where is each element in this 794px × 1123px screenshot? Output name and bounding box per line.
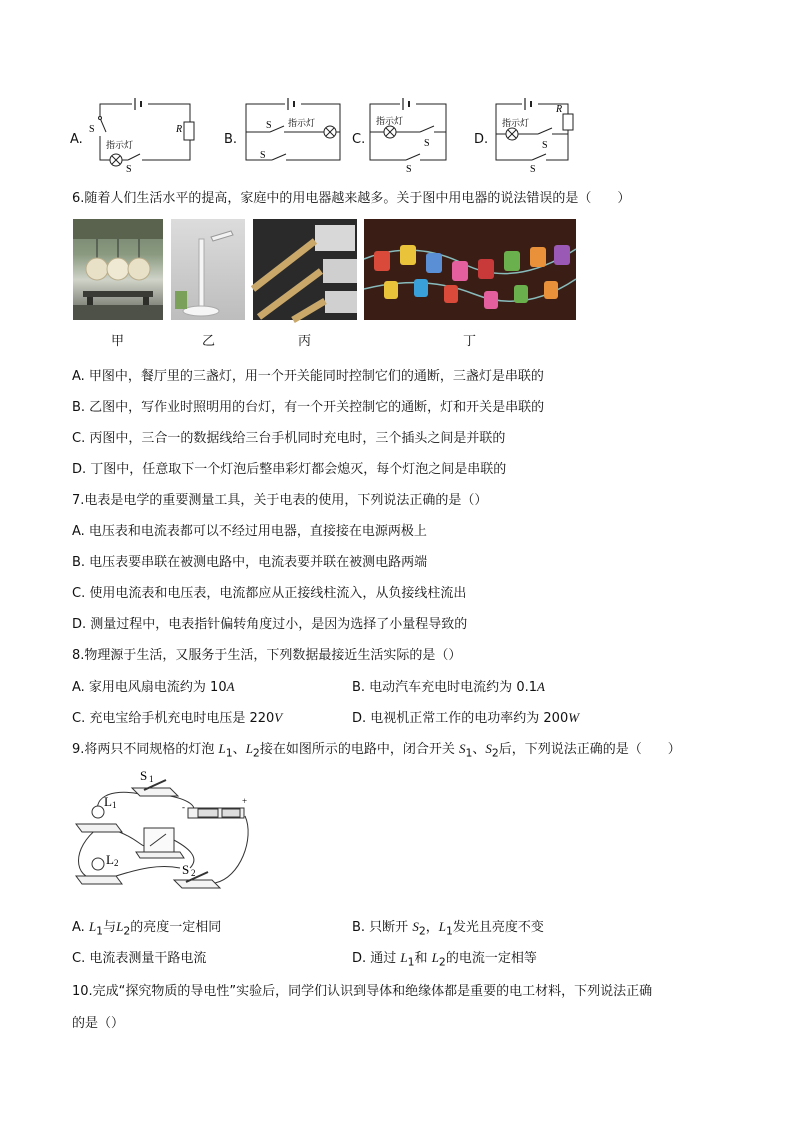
q9-option-c: C. 电流表测量干路电流 <box>72 951 207 966</box>
svg-text:指示灯: 指示灯 <box>106 140 134 150</box>
q6-option-d: D. 丁图中，任意取下一个灯泡后整串彩灯都会熄灭，每个灯泡之间是串联的 <box>72 462 507 477</box>
svg-text:S: S <box>182 862 190 877</box>
q7-option-a: A. 电压表和电流表都可以不经过用电器，直接接在电源两极上 <box>72 524 427 539</box>
svg-text:指示灯: 指示灯 <box>502 118 530 128</box>
q10-stem-line1: 10.完成“探究物质的导电性”实验后，同学们认识到导体和绝缘体都是重要的电工材料，下列说法正确 <box>72 984 653 999</box>
svg-text:+: + <box>242 796 248 806</box>
q6-option-b: B. 乙图中，写作业时照明用的台灯，有一个开关控制它的通断，灯和开关是串联的 <box>72 400 545 415</box>
q5-a-r: R <box>176 124 183 135</box>
svg-text:S: S <box>406 164 412 175</box>
q8-option-d: D. 电视机正常工作的电功率约为 200W <box>352 710 580 726</box>
q8-option-c: C. 充电宝给手机充电时电压是 220V <box>72 710 283 726</box>
caption-yi: 乙 <box>202 334 216 349</box>
q7-stem: 7.电表是电学的重要测量工具，关于电表的使用，下列说法正确的是（） <box>72 493 488 508</box>
svg-text:指示灯: 指示灯 <box>376 116 404 126</box>
svg-text:S: S <box>126 164 132 175</box>
svg-text:S: S <box>542 140 548 151</box>
q9-stem: 9.将两只不同规格的灯泡 $L_1$、$L_2$接在如图所示的电路中，闭合开关 $S_1$、$S_2$后，下列说法正确的是（ ） <box>72 741 681 760</box>
q8-stem: 8.物理源于生活，又服务于生活，下列数据最接近生活实际的是（） <box>72 648 462 663</box>
q5-circuit-c <box>366 96 450 175</box>
svg-text:1: 1 <box>149 774 154 784</box>
svg-text:指示灯: 指示灯 <box>288 118 316 128</box>
q9-option-a: A. $L_1$与$L_2$的亮度一定相同 <box>72 919 222 938</box>
q9-circuit-figure <box>70 768 260 896</box>
q9-option-b: B. 只断开 $S_2$，$L_1$发光且亮度不变 <box>352 919 544 938</box>
svg-text:S: S <box>140 768 148 783</box>
q5-option-a-letter: A. <box>70 132 83 147</box>
q9-option-d: D. 通过 $L_1$和 $L_2$的电流一定相等 <box>352 950 537 969</box>
photo-ding-string-lights <box>364 219 576 320</box>
q10-stem-line2: 的是（） <box>72 1016 125 1031</box>
photo-jia-pendant-lamps <box>73 219 163 320</box>
q5-options <box>70 96 590 176</box>
q8-option-a: A. 家用电风扇电流约为 10A <box>72 679 235 695</box>
q7-option-b: B. 电压表要串联在被测电路中，电流表要并联在被测电路两端 <box>72 555 428 570</box>
svg-text:R: R <box>556 104 563 115</box>
svg-text:S: S <box>424 138 430 149</box>
svg-text:L: L <box>106 852 114 867</box>
svg-text:S: S <box>266 120 272 131</box>
q5-circuit-a <box>88 96 198 175</box>
svg-text:S: S <box>89 124 95 135</box>
svg-text:2: 2 <box>191 868 196 878</box>
svg-text:L: L <box>104 794 112 809</box>
caption-jia: 甲 <box>111 334 125 349</box>
q6-option-a: A. 甲图中，餐厅里的三盏灯，用一个开关能同时控制它们的通断，三盏灯是串联的 <box>72 369 544 384</box>
q5-option-d-letter: D. <box>474 132 489 147</box>
q6-option-c: C. 丙图中，三合一的数据线给三台手机同时充电时，三个插头之间是并联的 <box>72 431 506 446</box>
q5-circuit-d <box>492 96 582 175</box>
photo-yi-desk-lamp <box>171 219 245 320</box>
caption-ding: 丁 <box>463 334 477 349</box>
q8-option-b: B. 电动汽车充电时电流约为 0.1A <box>352 679 545 695</box>
q5-circuit-b <box>240 96 350 168</box>
q6-stem: 6.随着人们生活水平的提高，家庭中的用电器越来越多。关于图中用电器的说法错误的是（ ） <box>72 191 631 206</box>
caption-bing: 丙 <box>298 334 312 349</box>
svg-text:S: S <box>260 150 266 161</box>
svg-text:2: 2 <box>114 858 119 868</box>
q5-option-c-letter: C. <box>352 132 366 147</box>
q7-option-d: D. 测量过程中，电表指针偏转角度过小，是因为选择了小量程导致的 <box>72 617 468 632</box>
photo-bing-charging-cables <box>253 219 357 320</box>
svg-text:-: - <box>182 802 185 812</box>
q5-option-b-letter: B. <box>224 132 238 147</box>
svg-text:1: 1 <box>112 800 117 810</box>
svg-text:S: S <box>530 164 536 175</box>
q7-option-c: C. 使用电流表和电压表，电流都应从正接线柱流入，从负接线柱流出 <box>72 586 467 601</box>
